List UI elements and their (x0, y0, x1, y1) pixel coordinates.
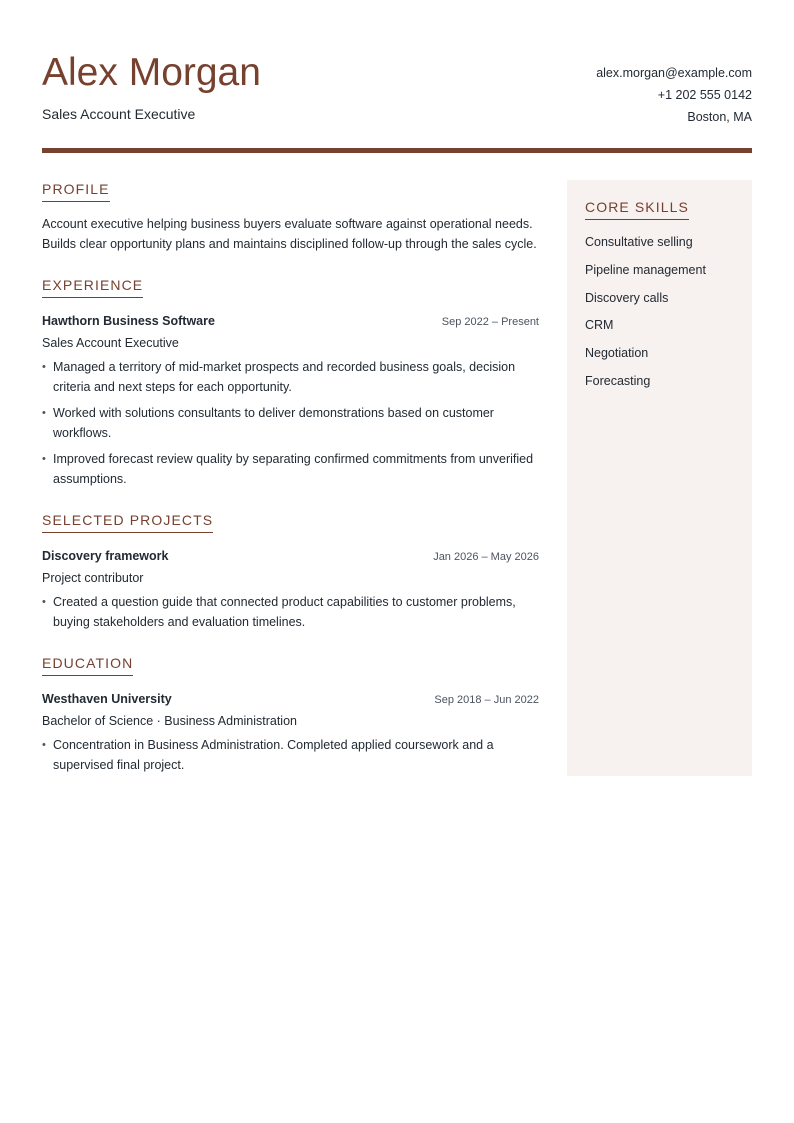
skill-item: Discovery calls (585, 290, 669, 305)
projects-heading: SELECTED PROJECTS (42, 511, 213, 533)
contact-email: alex.morgan@example.com (596, 66, 752, 80)
achievement-list (42, 357, 539, 489)
project-bullet (42, 592, 539, 632)
skill-item: Forecasting (585, 373, 651, 388)
education-heading: EDUCATION (42, 654, 133, 676)
profile-section (42, 180, 539, 254)
achievement-text: Improved forecast review quality by separating confirmed commitments from unverified assumptions. (53, 452, 534, 486)
achievement-item (42, 357, 539, 397)
entry-header (42, 547, 539, 566)
company-name: Hawthorn Business Software (42, 314, 215, 328)
degree: Bachelor of Science · Business Administration (42, 714, 297, 728)
achievement-item (42, 403, 539, 443)
bullet-icon: • (42, 453, 46, 465)
education-entry (42, 690, 539, 775)
skill-item: Negotiation (585, 346, 649, 361)
bullet-icon: • (42, 361, 46, 373)
contact-phone: +1 202 555 0142 (657, 88, 752, 102)
bullet-icon: • (42, 596, 46, 608)
education-section (42, 654, 539, 775)
achievement-text: Worked with solutions consultants to deliver demonstrations based on customer workflows. (53, 406, 494, 440)
profile-summary: Account executive helping business buyers evaluate software against operational needs. Builds clear opportunity plans and maintains disciplined follow-up through the sales cycle. (42, 217, 537, 251)
experience-heading: EXPERIENCE (42, 276, 143, 298)
school-name: Westhaven University (42, 692, 172, 706)
education-bullet (42, 735, 539, 775)
project-role: Project contributor (42, 571, 144, 585)
resume-header (42, 0, 752, 149)
skills-heading: CORE SKILLS (585, 198, 689, 220)
skill-item: Pipeline management (585, 262, 706, 277)
bullet-icon: • (42, 407, 46, 419)
candidate-name: Alex Morgan (42, 51, 261, 94)
project-entry (42, 547, 539, 632)
contact-info (596, 62, 752, 128)
entry-dates: Sep 2022 – Present (441, 316, 539, 328)
skill-item: CRM (585, 318, 614, 333)
entry-header (42, 690, 539, 709)
skills-list (585, 234, 734, 389)
entry-dates: Sep 2018 – Jun 2022 (434, 694, 539, 706)
job-role: Sales Account Executive (42, 336, 179, 350)
header-divider (42, 148, 752, 153)
experience-section (42, 276, 539, 489)
achievement-item (42, 449, 539, 489)
education-bullets (42, 735, 539, 775)
profile-heading: PROFILE (42, 180, 110, 202)
project-bullets (42, 592, 539, 632)
entry-header (42, 312, 539, 331)
candidate-title: Sales Account Executive (42, 106, 196, 122)
project-name: Discovery framework (42, 549, 169, 563)
entry-dates: Jan 2026 – May 2026 (433, 551, 539, 563)
education-bullet-text: Concentration in Business Administration. Completed applied coursework and a supervised final project. (53, 738, 494, 772)
experience-entry (42, 312, 539, 489)
skills-sidebar (567, 180, 752, 776)
achievement-text: Managed a territory of mid-market prospects and recorded business goals, decision criteria and next steps for each opportunity. (53, 360, 516, 394)
projects-section (42, 511, 539, 632)
bullet-icon: • (42, 739, 46, 751)
main-column (42, 180, 539, 781)
skill-item: Consultative selling (585, 235, 693, 249)
project-bullet-text: Created a question guide that connected product capabilities to customer problems, buying stakeholders and evaluation timelines. (53, 595, 516, 629)
contact-location: Boston, MA (687, 110, 752, 124)
resume-page (42, 0, 752, 772)
